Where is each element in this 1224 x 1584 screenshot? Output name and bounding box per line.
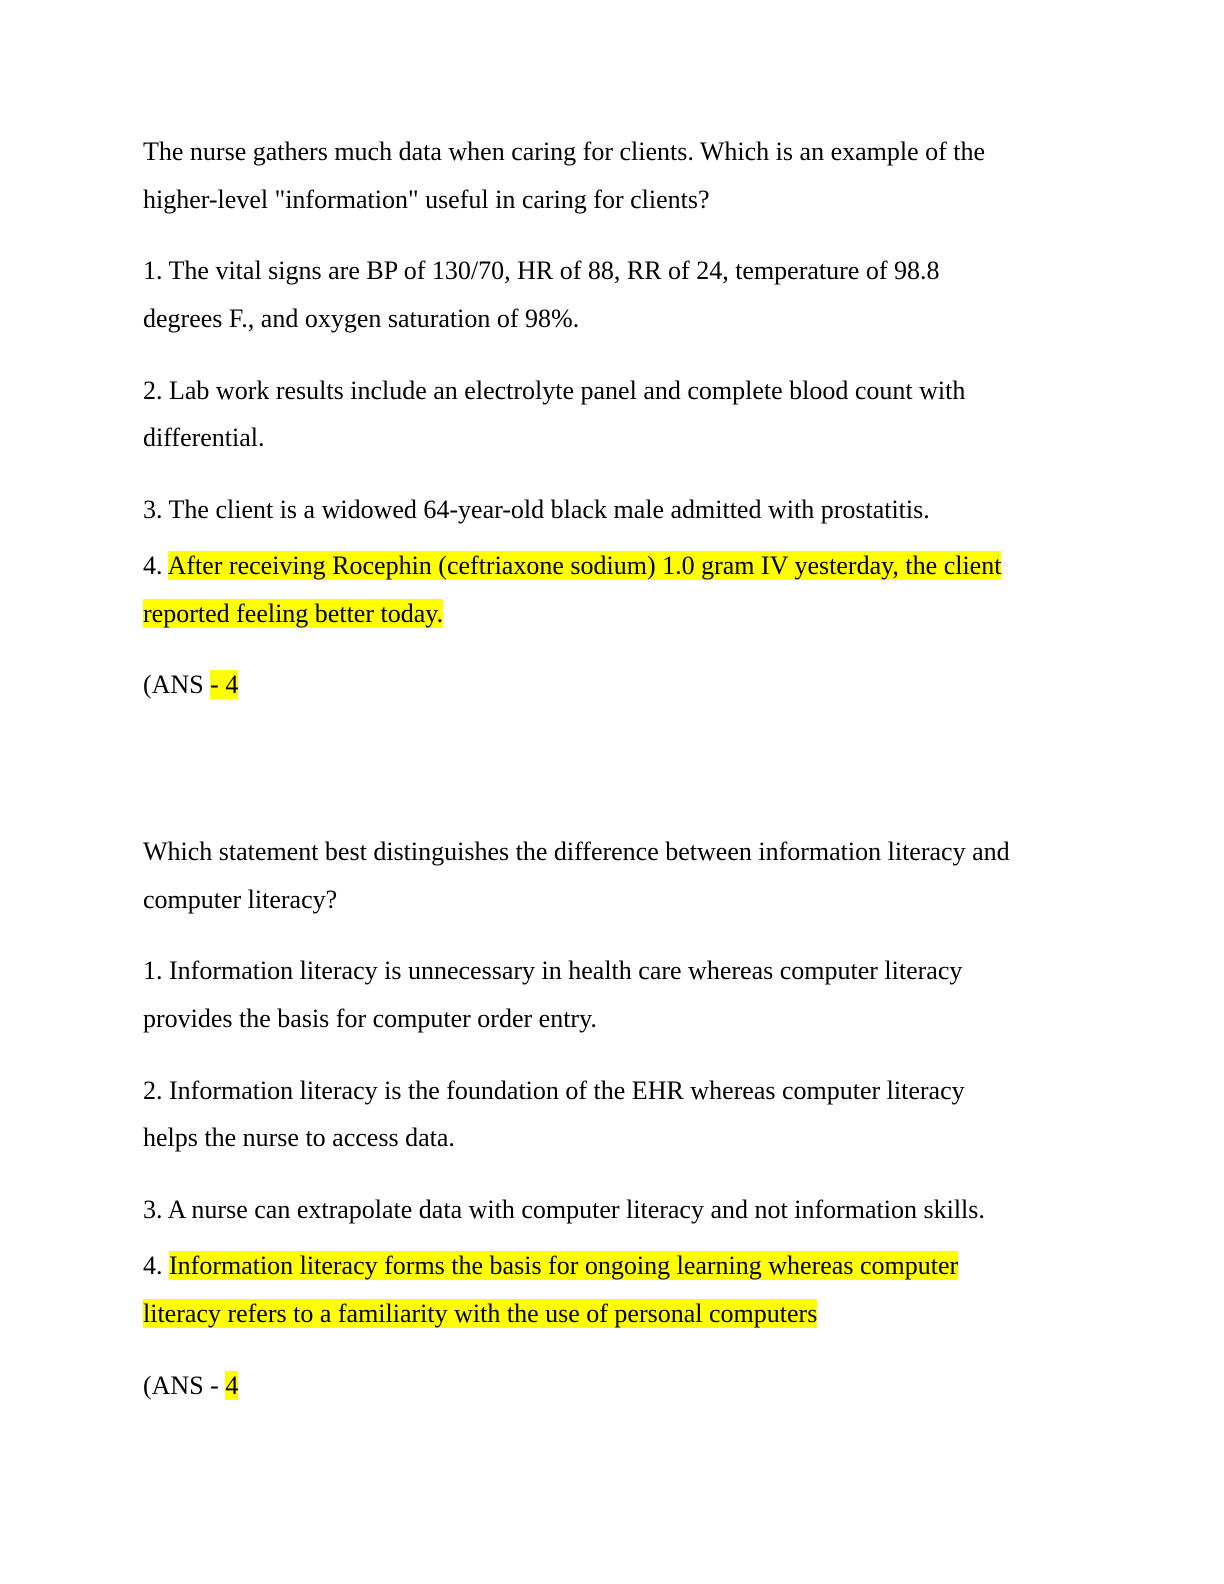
highlighted-answer-text: Information literacy forms the basis for ongoing learning whereas computer	[169, 1251, 959, 1280]
question-2-option-3-line-1	[143, 1194, 985, 1226]
option-number: 3.	[143, 495, 169, 524]
answer-prefix: (ANS	[143, 670, 211, 699]
question-2-stem-line-1: Which statement best distinguishes the difference between information literacy and	[143, 837, 1010, 866]
question-2-answer	[143, 1370, 238, 1402]
question-1-option-2-line-1	[143, 375, 965, 407]
question-1-option-4-line-2	[143, 598, 443, 630]
question-1-option-3-line-1	[143, 494, 930, 526]
answer-highlight: 4	[225, 1371, 239, 1400]
question-2-option-2-line-1	[143, 1075, 965, 1107]
option-text: The vital signs are BP of 130/70, HR of 88, RR of 24, temperature of 98.8	[168, 256, 940, 285]
question-1-answer	[143, 669, 238, 701]
question-2-stem-line-2: computer literacy?	[143, 885, 338, 914]
option-text: The client is a widowed 64-year-old black male admitted with prostatitis.	[168, 495, 930, 524]
question-1-option-2-line-2: differential.	[143, 423, 265, 452]
option-number: 2.	[143, 376, 169, 405]
question-1-option-4-line-1	[143, 550, 1001, 582]
highlighted-answer-text: reported feeling better today.	[143, 599, 444, 628]
option-number: 1.	[143, 956, 169, 985]
question-2-option-4-line-1	[143, 1250, 958, 1282]
question-2-option-2-line-2: helps the nurse to access data.	[143, 1123, 455, 1152]
question-2-option-1-line-1	[143, 955, 962, 987]
answer-prefix: (ANS -	[143, 1371, 226, 1400]
question-2-option-1-line-2: provides the basis for computer order entry.	[143, 1004, 597, 1033]
highlighted-answer-text: After receiving Rocephin (ceftriaxone sodium) 1.0 gram IV yesterday, the client	[167, 551, 1002, 580]
question-1-stem-line-2: higher-level "information" useful in caring for clients?	[143, 185, 710, 214]
question-1-option-1-line-1	[143, 255, 940, 287]
option-text: A nurse can extrapolate data with computer literacy and not information skills.	[167, 1195, 985, 1224]
option-text: Lab work results include an electrolyte panel and complete blood count with	[169, 376, 966, 405]
question-1-stem-line-1: The nurse gathers much data when caring for clients. Which is an example of the	[143, 137, 986, 166]
answer-highlight: - 4	[210, 670, 239, 699]
option-text: Information literacy is unnecessary in health care whereas computer literacy	[169, 956, 963, 985]
highlighted-answer-text: literacy refers to a familiarity with the use of personal computers	[143, 1299, 818, 1328]
option-number: 2.	[143, 1076, 169, 1105]
option-text: Information literacy is the foundation of the EHR whereas computer literacy	[169, 1076, 965, 1105]
option-number: 1.	[143, 256, 169, 285]
option-number: 3.	[143, 1195, 168, 1224]
option-number: 4.	[143, 1251, 169, 1280]
question-1-option-1-line-2: degrees F., and oxygen saturation of 98%.	[143, 304, 580, 333]
option-number: 4.	[143, 551, 168, 580]
question-2-option-4-line-2	[143, 1298, 817, 1330]
